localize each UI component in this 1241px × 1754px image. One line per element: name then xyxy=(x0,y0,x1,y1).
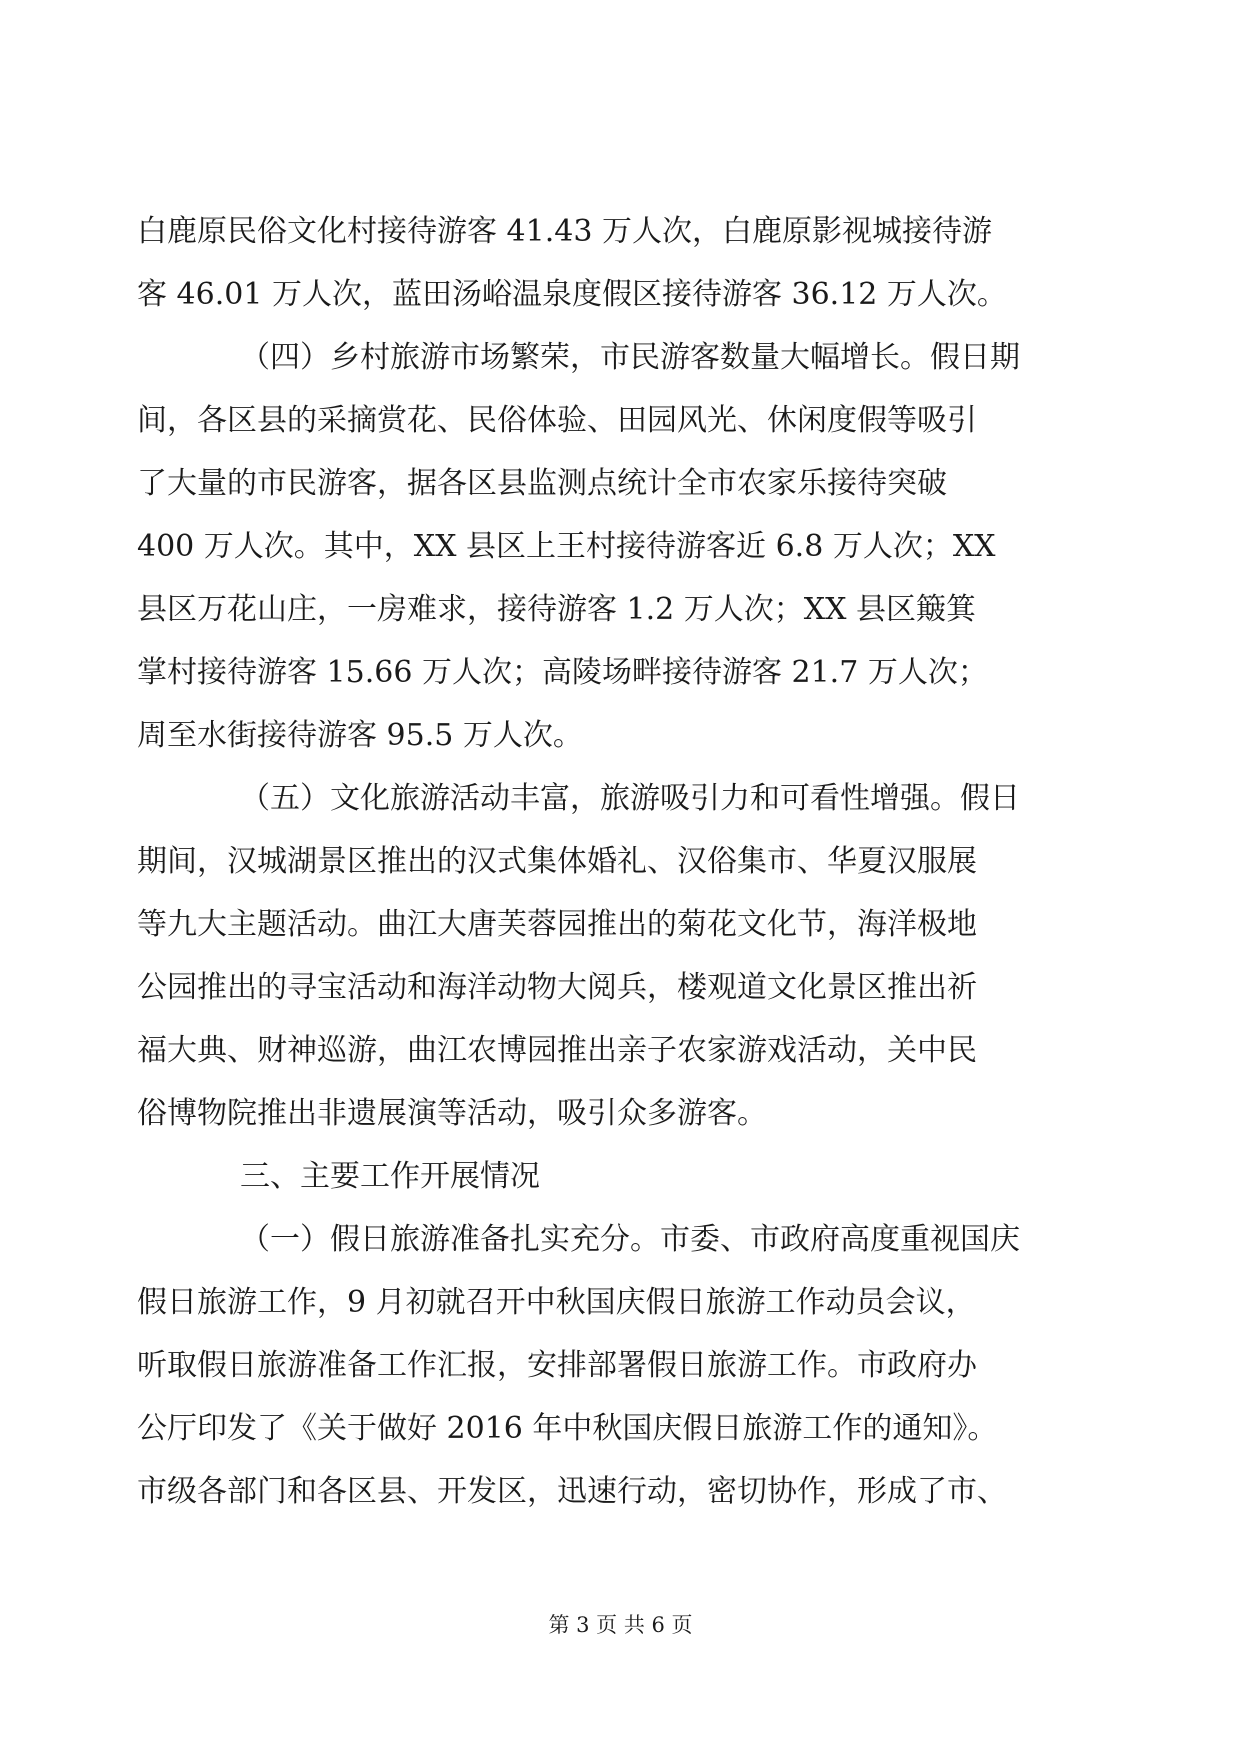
text-line: 公园推出的寻宝活动和海洋动物大阅兵，楼观道文化景区推出祈 xyxy=(137,970,977,1005)
text-line: 福大典、财神巡游，曲江农博园推出亲子农家游戏活动，关中民 xyxy=(137,1033,977,1068)
text-line: 俗博物院推出非遗展演等活动，吸引众多游客。 xyxy=(137,1096,767,1131)
text-line: 听取假日旅游准备工作汇报，安排部署假日旅游工作。市政府办 xyxy=(137,1348,977,1383)
page-number-footer: 第 3 页 共 6 页 xyxy=(548,1613,693,1637)
text-line: 400 万人次。其中，XX 县区上王村接待游客近 6.8 万人次；XX xyxy=(137,529,996,564)
text-line: 白鹿原民俗文化村接待游客 41.43 万人次，白鹿原影视城接待游 xyxy=(137,214,992,249)
text-line: 等九大主题活动。曲江大唐芙蓉园推出的菊花文化节，海洋极地 xyxy=(137,907,977,942)
text-line: 县区万花山庄，一房难求，接待游客 1.2 万人次；XX 县区簸箕 xyxy=(137,592,977,627)
text-line: 公厅印发了《关于做好 2016 年中秋国庆假日旅游工作的通知》。 xyxy=(137,1411,998,1446)
paragraph-heading-line: （一）假日旅游准备扎实充分。市委、市政府高度重视国庆 xyxy=(240,1222,1020,1257)
text-line: 间，各区县的采摘赏花、民俗体验、田园风光、休闲度假等吸引 xyxy=(137,403,977,438)
text-line: 客 46.01 万人次，蓝田汤峪温泉度假区接待游客 36.12 万人次。 xyxy=(137,277,1007,312)
text-line: 掌村接待游客 15.66 万人次；高陵场畔接待游客 21.7 万人次； xyxy=(137,655,988,690)
text-line: 周至水街接待游客 95.5 万人次。 xyxy=(137,718,583,753)
text-line: 假日旅游工作，9 月初就召开中秋国庆假日旅游工作动员会议， xyxy=(137,1285,976,1320)
paragraph-heading-line: （四）乡村旅游市场繁荣，市民游客数量大幅增长。假日期 xyxy=(240,340,1020,375)
text-line: 市级各部门和各区县、开发区，迅速行动，密切协作，形成了市、 xyxy=(137,1474,1007,1509)
text-line: 期间，汉城湖景区推出的汉式集体婚礼、汉俗集市、华夏汉服展 xyxy=(137,844,977,879)
paragraph-heading-line: （五）文化旅游活动丰富，旅游吸引力和可看性增强。假日 xyxy=(240,781,1020,816)
text-line: 了大量的市民游客，据各区县监测点统计全市农家乐接待突破 xyxy=(137,466,947,501)
section-heading: 三、主要工作开展情况 xyxy=(240,1159,540,1194)
